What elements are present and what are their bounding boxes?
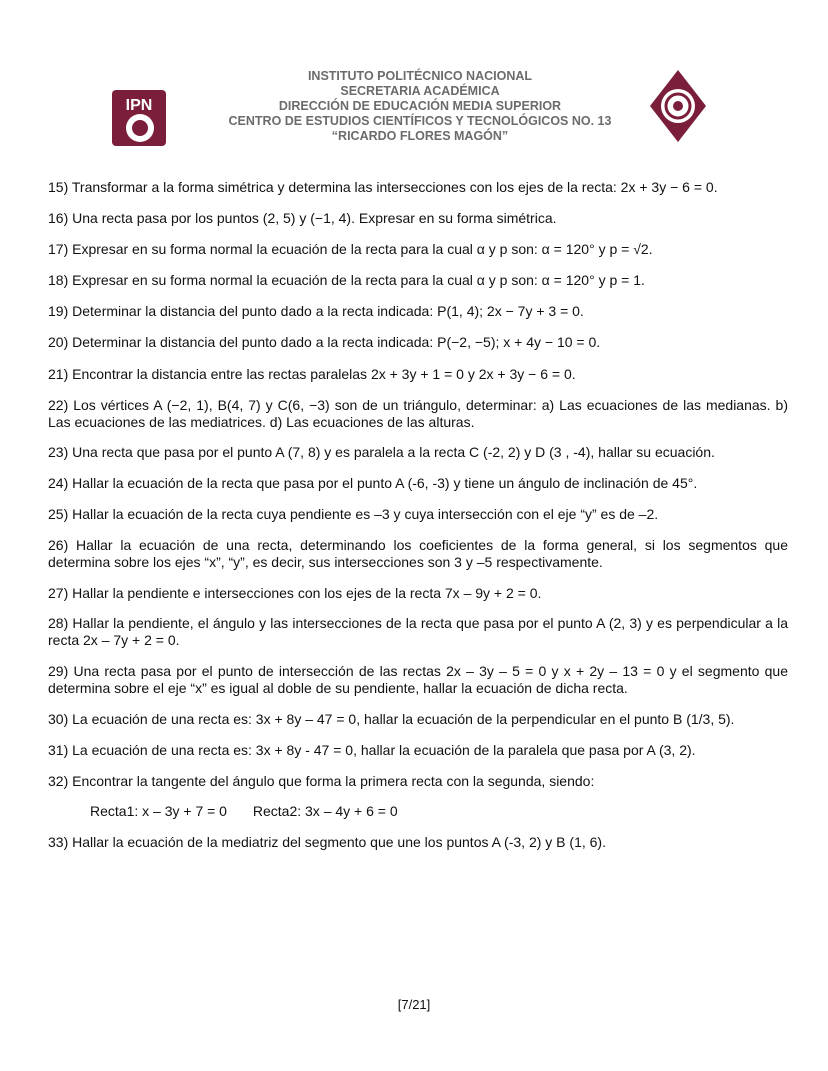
rectas-line xyxy=(90,803,420,819)
problem-27: 27) Hallar la pendiente e intersecciones con los ejes de la recta 7x – 9y + 2 = 0. xyxy=(48,585,542,601)
problem-17: 17) Expresar en su forma normal la ecuación de la recta para la cual α y p son: α = 120° y p = √2. xyxy=(48,241,653,257)
problem-25: 25) Hallar la ecuación de la recta cuya pendiente es –3 y cuya intersección con el eje “y” es de –2. xyxy=(48,506,659,522)
problem-29: 29) Una recta pasa por el punto de intersección de las rectas 2x – 3y – 5 = 0 y x + 2y – 13 = 0 y el segmento que determina sobre el eje “x” es igual al doble de su pendiente, hallar la ecuación de dicha recta. xyxy=(48,663,788,696)
problem-28: 28) Hallar la pendiente, el ángulo y las intersecciones de la recta que pasa por el punto A (2, 3) y es perpendicular a la recta 2x – 7y + 2 = 0. xyxy=(48,615,788,648)
problem-26: 26) Hallar la ecuación de una recta, determinando los coeficientes de la forma general, si los segmentos que determina sobre los ejes “x”, “y”, es decir, sus intersecciones son 3 y –5 respectivamente. xyxy=(48,537,788,570)
recta1: Recta1: x – 3y + 7 = 0 xyxy=(90,803,227,819)
problem-23: 23) Una recta que pasa por el punto A (7, 8) y es paralela a la recta C (-2, 2) y D (3 , -4), hallar su ecuación. xyxy=(48,444,715,460)
problem-15: 15) Transformar a la forma simétrica y determina las intersecciones con los ejes de la recta: 2x + 3y − 6 = 0. xyxy=(48,179,718,195)
institution-header xyxy=(150,69,690,144)
recta2: Recta2: 3x – 4y + 6 = 0 xyxy=(252,803,398,819)
problem-19: 19) Determinar la distancia del punto dado a la recta indicada: P(1, 4); 2x − 7y + 3 = 0. xyxy=(48,303,584,319)
header-line: CENTRO DE ESTUDIOS CIENTÍFICOS Y TECNOLÓGICOS NO. 13 xyxy=(228,114,612,128)
problem-22: 22) Los vértices A (−2, 1), B(4, 7) y C(6, −3) son de un triángulo, determinar: a) Las ecuaciones de las medianas. b) Las ecuaciones de las mediatrices. d) Las ecuaciones de las alturas. xyxy=(48,397,788,430)
problem-18: 18) Expresar en su forma normal la ecuación de la recta para la cual α y p son: α = 120° y p = 1. xyxy=(48,272,645,288)
svg-text:IPN: IPN xyxy=(125,97,153,114)
problem-20: 20) Determinar la distancia del punto dado a la recta indicada: P(−2, −5); x + 4y − 10 = 0. xyxy=(48,334,601,350)
problem-21: 21) Encontrar la distancia entre las rectas paralelas 2x + 3y + 1 = 0 y 2x + 3y − 6 = 0. xyxy=(48,366,576,382)
problem-30: 30) La ecuación de una recta es: 3x + 8y – 47 = 0, hallar la ecuación de la perpendicular en el punto B (1/3, 5). xyxy=(48,711,735,727)
problem-24: 24) Hallar la ecuación de la recta que pasa por el punto A (-6, -3) y tiene un ángulo de inclinación de 45°. xyxy=(48,475,698,491)
problem-16: 16) Una recta pasa por los puntos (2, 5) y (−1, 4). Expresar en su forma simétrica. xyxy=(48,210,557,226)
problem-32: 32) Encontrar la tangente del ángulo que forma la primera recta con la segunda, siendo: xyxy=(48,773,595,789)
page-number: [7/21] xyxy=(397,997,431,1012)
header-line: SECRETARIA ACADÉMICA xyxy=(340,84,500,98)
problem-33: 33) Hallar la ecuación de la mediatriz del segmento que une los puntos A (-3, 2) y B (1, 6). xyxy=(48,834,606,850)
problem-31: 31) La ecuación de una recta es: 3x + 8y - 47 = 0, hallar la ecuación de la paralela que pasa por A (3, 2). xyxy=(48,742,696,758)
header-line: “RICARDO FLORES MAGÓN” xyxy=(331,129,509,143)
header-line: DIRECCIÓN DE EDUCACIÓN MEDIA SUPERIOR xyxy=(278,99,562,113)
header-line: INSTITUTO POLITÉCNICO NACIONAL xyxy=(307,69,533,83)
